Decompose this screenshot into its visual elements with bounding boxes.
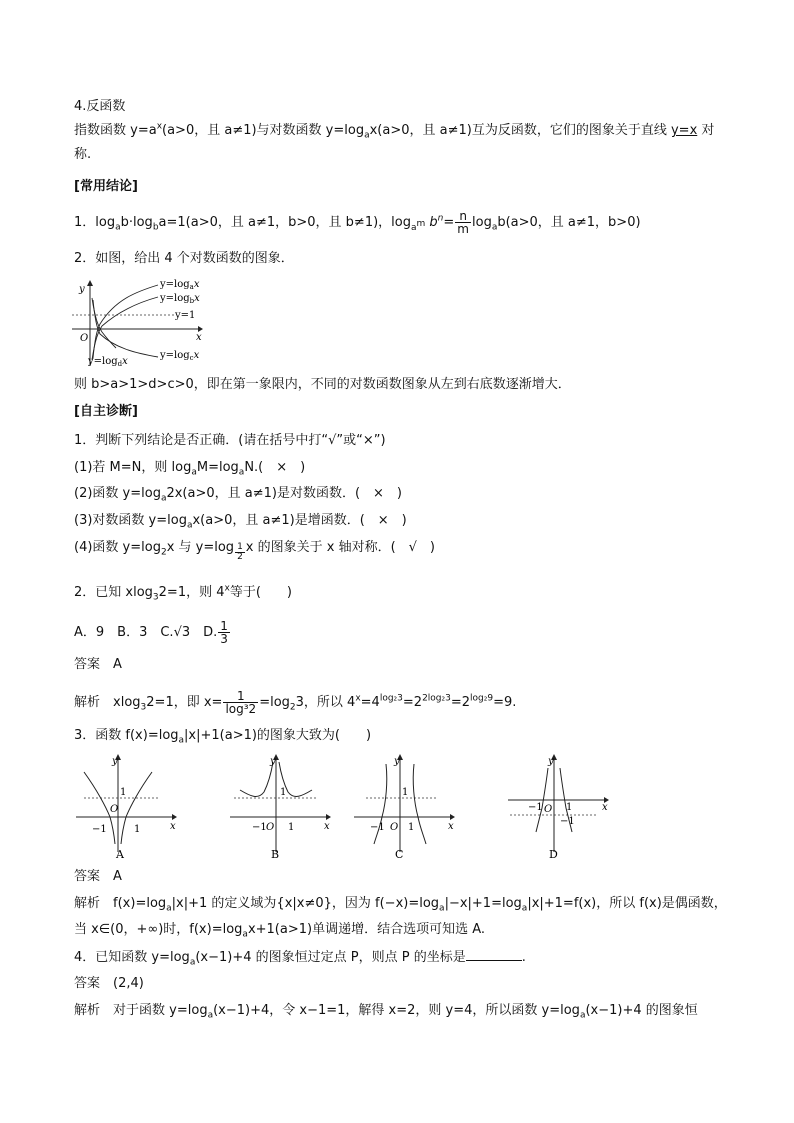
svg-text:1: 1	[408, 822, 415, 833]
question-1-1: (1)若 M=N，则 $\log_aM=\log_aN$.( × )	[74, 460, 306, 478]
svg-text:O: O	[544, 804, 553, 815]
question-1-2: (2)函数 $y=\log_a2x(a>0$，且 a≠1)是对数函数．( × )	[74, 486, 403, 504]
conclusion-3: 则 b>a>1>d>c>0，即在第一象限内，不同的对数函数图象从左到右底数逐渐增大．	[74, 377, 571, 392]
svg-text:y: y	[270, 756, 276, 767]
fig-label-d: $y=\log_dx$	[88, 356, 128, 368]
fig-label-b: $y=\log_bx$	[160, 293, 200, 305]
svg-text:−1: −1	[560, 816, 575, 827]
question-4-explanation: 解析 对于函数 $y=\log_a(x-1)+4$，令 x−1=1，解得 x=2，则 y=4，所以函数 $y=\log_a(x-1)+4$ 的图象恒	[74, 1003, 698, 1021]
fig-label-y1: y=1	[175, 310, 196, 321]
svg-text:y: y	[548, 756, 554, 767]
svg-text:x: x	[324, 821, 330, 832]
svg-text:−1: −1	[252, 822, 267, 833]
graph-label-d: D	[549, 848, 558, 861]
fraction-n-over-m: $\frac{n}{m}$	[457, 209, 469, 236]
graph-option-a	[72, 752, 182, 862]
svg-text:x: x	[602, 802, 608, 813]
inverse-function-paragraph-cont: 称.	[74, 147, 92, 162]
section-title: 4.反函数	[74, 99, 126, 114]
graph-label-a: A	[116, 848, 124, 861]
question-2-options: A．9 B．3 C.√3 D. $\frac{1}{3}$	[74, 619, 228, 646]
inverse-function-paragraph: 指数函数 $y=a^x(a>0$，且 a≠1)与对数函数 $y=\log_ax(a>0$，且 a≠1)互为反函数，它们的图象关于直线 y=x 对	[74, 121, 715, 141]
fig-y-label: y	[79, 284, 85, 295]
fig-label-c: $y=\log_cx$	[160, 350, 200, 362]
answer-blank	[466, 948, 522, 961]
question-2-answer: 答案 A	[74, 657, 122, 672]
svg-text:O: O	[266, 822, 275, 833]
graph-label-c: C	[395, 848, 404, 861]
log-functions-figure	[70, 278, 220, 368]
question-3: 3．函数 $f(x)=\log_a|x|+1(a>1)$的图象大致为( )	[74, 728, 372, 746]
fig-label-a: $y=\log_ax$	[160, 279, 200, 291]
svg-text:−1: −1	[528, 802, 543, 813]
svg-text:1: 1	[120, 787, 127, 798]
svg-text:O: O	[390, 822, 399, 833]
question-3-answer: 答案 A	[74, 869, 122, 884]
svg-text:1: 1	[280, 787, 287, 798]
question-2-explanation: 解析 xlog$_3$2=1，即 x= $\frac{1}{\text{log³2}}$ $=\log_23$，所以 $4^x=4^{log_23}=2^{2log_23}=2^{log_29}=9$.	[74, 689, 517, 716]
question-3-explanation: 解析 $f(x)=\log_a|x|+1$ 的定义域为{x|x≠0}，因为 $f(-x)=\log_a|-x|+1=\log_a|x|+1=f(x)$，所以 f(x)是偶函数，	[74, 896, 727, 914]
svg-text:−1: −1	[370, 822, 385, 833]
svg-text:x: x	[170, 821, 176, 832]
question-1-3: (3)对数函数 $y=\log_ax(a>0$，且 a≠1)是增函数．( × )	[74, 513, 407, 531]
graph-option-b	[226, 752, 336, 862]
svg-text:1: 1	[402, 787, 409, 798]
graph-label-b: B	[271, 848, 280, 861]
fig-origin-label: O	[80, 333, 89, 344]
graph-option-d	[504, 752, 614, 862]
fig-x-label: x	[196, 332, 202, 343]
question-3-explanation-cont: 当 x∈(0，+∞)时，$f(x)=\log_ax+1(a>1)$单调递增．结合选项可知选 A.	[74, 922, 485, 940]
fraction-one-over-log: $\frac{1}{\text{log³2}}$	[225, 689, 257, 716]
svg-text:−1: −1	[92, 824, 107, 835]
svg-text:1: 1	[566, 802, 573, 813]
svg-text:1: 1	[288, 822, 295, 833]
common-conclusions-heading: [常用结论]	[74, 179, 138, 194]
fraction-one-half: 1 2	[237, 541, 243, 562]
fraction-one-third: $\frac{1}{3}$	[220, 619, 228, 646]
svg-text:O: O	[110, 804, 119, 815]
svg-text:1: 1	[134, 824, 141, 835]
question-4-answer: 答案 (2,4)	[74, 976, 144, 991]
question-1-4: (4)函数 $y=\log_2x$ 与 y=log $_{\frac{1}{2}}$ x 的图象关于 x 轴对称．( √ )	[74, 540, 436, 562]
question-4: 4．已知函数 $y=\log_a(x-1)+4$ 的图象恒过定点 P，则点 P 的坐标是 .	[74, 950, 526, 968]
graph-option-c	[350, 752, 460, 862]
self-diagnosis-heading: [自主诊断]	[74, 404, 138, 419]
svg-text:y: y	[394, 756, 400, 767]
svg-text:y: y	[112, 756, 118, 767]
fig-curve-a	[93, 285, 158, 358]
question-2: 2．已知 xlog$_3$2=1，则 4$^x$等于( )	[74, 583, 292, 603]
conclusion-2: 2．如图，给出 4 个对数函数的图象．	[74, 251, 294, 266]
question-1: 1．判断下列结论是否正确．(请在括号中打“√”或“×”)	[74, 433, 386, 448]
conclusion-1: 1．$\log_ab\cdot\log_ba=1(a>0$，且 a≠1，b>0，且 b≠1)，$\log_{a^m} b^n=$ $\frac{n}{m}$ $\log_ab(a>0$，且 a≠1，b>0)	[74, 209, 641, 236]
svg-text:x: x	[448, 821, 454, 832]
